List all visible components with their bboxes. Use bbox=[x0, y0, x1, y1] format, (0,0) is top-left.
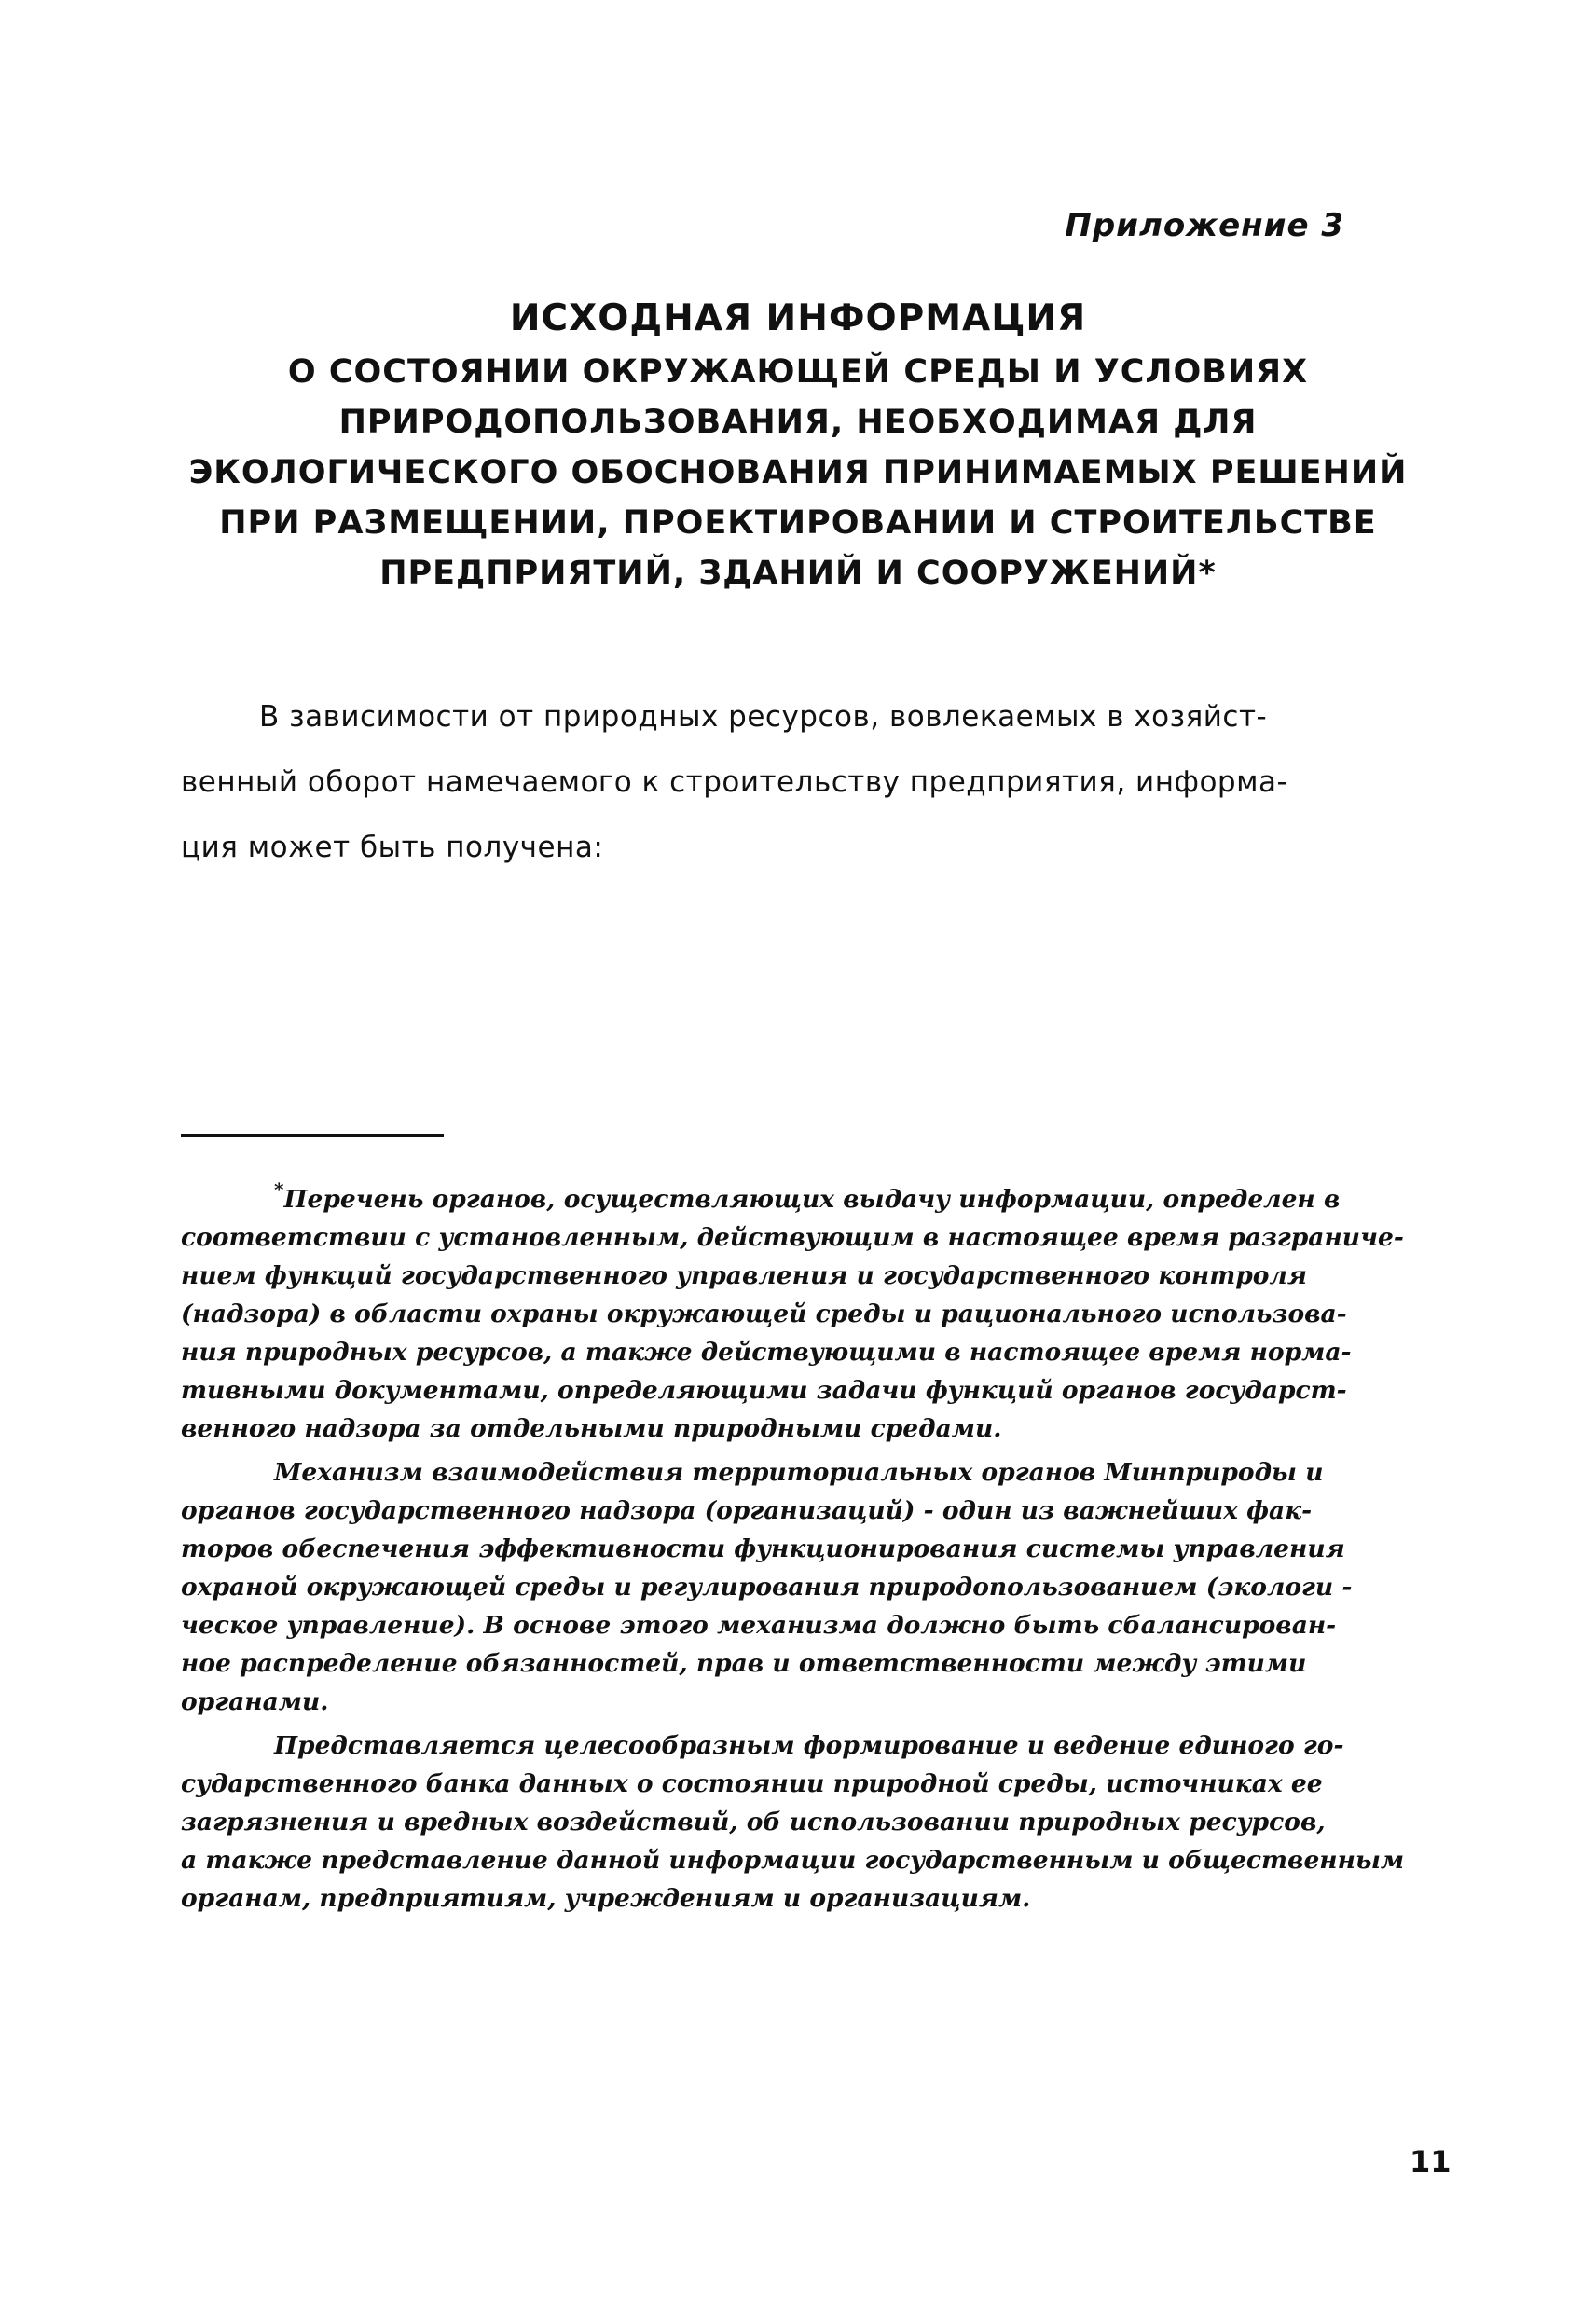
footnote-line: ния природных ресурсов, а также действующими в настоящее время норма- bbox=[181, 1338, 1352, 1367]
title-line: ПРИ РАЗМЕЩЕНИИ, ПРОЕКТИРОВАНИИ И СТРОИТЕЛЬСТВЕ bbox=[219, 504, 1377, 542]
footnote-line: а также представление данной информации государственным и общественным bbox=[181, 1846, 1405, 1875]
footnote-line bbox=[181, 1171, 1449, 1218]
footnote-line-text: Перечень органов, осуществляющих выдачу информации, определен в bbox=[283, 1185, 1341, 1214]
document-title bbox=[0, 291, 1596, 598]
footnote-line: ное распределение обязанностей, прав и ответственности между этими bbox=[181, 1649, 1307, 1678]
footnote-line: охраной окружающей среды и регулирования природопользованием (экологи - bbox=[181, 1573, 1353, 1602]
title-line: ПРЕДПРИЯТИЙ, ЗДАНИЙ И СООРУЖЕНИЙ* bbox=[379, 555, 1217, 592]
footnote-line: органами. bbox=[181, 1687, 329, 1716]
footnote-line: органам, предприятиям, учреждениям и организациям. bbox=[181, 1884, 1031, 1913]
footnote-line: сударственного банка данных о состоянии природной среды, источниках ее bbox=[181, 1769, 1323, 1798]
footnote-line: ческое управление). В основе этого механизма должно быть сбалансирован- bbox=[181, 1611, 1337, 1640]
footnote-line: органов государственного надзора (организаций) - один из важнейших фак- bbox=[181, 1496, 1313, 1525]
page-number: 11 bbox=[1410, 2144, 1452, 2180]
intro-paragraph bbox=[181, 684, 1430, 880]
title-line: ЭКОЛОГИЧЕСКОГО ОБОСНОВАНИЯ ПРИНИМАЕМЫХ РЕШЕНИЙ bbox=[188, 454, 1408, 491]
title-line: ИСХОДНАЯ ИНФОРМАЦИЯ bbox=[509, 297, 1087, 339]
intro-line: венный оборот намечаемого к строительству предприятия, информа- bbox=[181, 765, 1288, 799]
footnote-line: загрязнения и вредных воздействий, об использовании природных ресурсов, bbox=[181, 1808, 1326, 1836]
title-line: О СОСТОЯНИИ ОКРУЖАЮЩЕЙ СРЕДЫ И УСЛОВИЯХ bbox=[287, 353, 1309, 391]
intro-line: В зависимости от природных ресурсов, вовлекаемых в хозяйст- bbox=[259, 700, 1268, 734]
footnote-line: тивными документами, определяющими задачи функций органов государст- bbox=[181, 1376, 1347, 1405]
intro-line: ция может быть получена: bbox=[181, 831, 604, 864]
footnote-line: торов обеспечения эффективности функционирования системы управления bbox=[181, 1534, 1345, 1563]
footnote-line: (надзора) в области охраны окружающей среды и рационального использова- bbox=[181, 1300, 1347, 1328]
title-line: ПРИРОДОПОЛЬЗОВАНИЯ, НЕОБХОДИМАЯ ДЛЯ bbox=[338, 404, 1258, 441]
footnote-line: нием функций государственного управления и государственного контроля bbox=[181, 1261, 1307, 1290]
footnote-line: Механизм взаимодействия территориальных органов Минприроды и bbox=[274, 1458, 1324, 1487]
footnote-line: венного надзора за отдельными природными средами. bbox=[181, 1414, 1002, 1443]
appendix-label: Приложение 3 bbox=[1065, 207, 1344, 244]
footnote-separator bbox=[181, 1134, 444, 1137]
footnote-line: Представляется целесообразным формирование и ведение единого го- bbox=[274, 1731, 1344, 1760]
footnote-line: соответствии с установленным, действующим в настоящее время разграниче- bbox=[181, 1223, 1404, 1252]
footnote-marker: * bbox=[274, 1178, 284, 1201]
footnote bbox=[181, 1171, 1449, 1918]
